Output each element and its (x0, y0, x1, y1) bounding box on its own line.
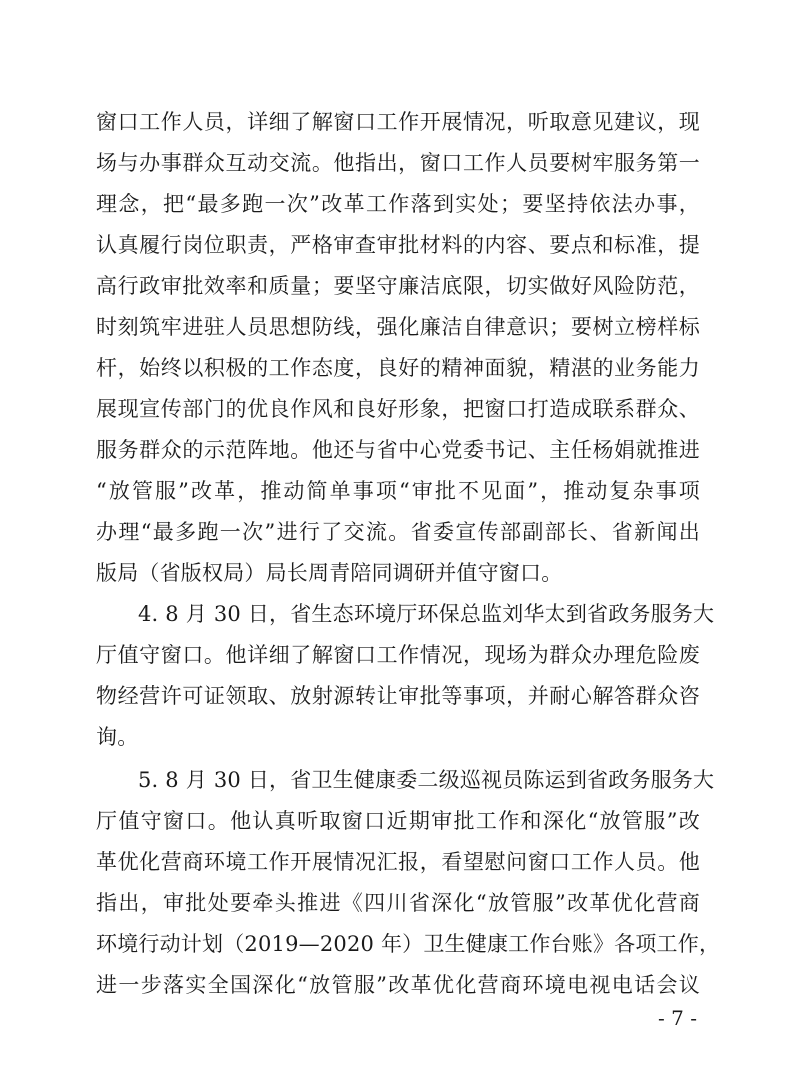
body-text-line: 物经营许可证领取、放射源转让审批等事项，并耐心解答群众咨 (96, 684, 700, 708)
body-text-line: 指出，审批处要牵头推进《四川省深化“放管服”改革优化营商 (96, 891, 700, 915)
body-text-line: 环境行动计划（2019—2020 年）卫生健康工作台账》各项工作， (96, 932, 721, 956)
body-text-line: 进一步落实全国深化“放管服”改革优化营商环境电视电话会议 (96, 973, 700, 997)
body-text-line: 版局（省版权局）局长周青陪同调研并值守窗口。 (96, 561, 563, 585)
body-text-line: 展现宣传部门的优良作风和良好形象，把窗口打造成联系群众、 (96, 397, 700, 421)
paragraph-5-first-line: 5. 8 月 30 日，省卫生健康委二级巡视员陈运到省政务服务大 (138, 768, 715, 792)
body-text-line: 高行政审批效率和质量；要坚守廉洁底限，切实做好风险防范， (96, 274, 700, 298)
body-text-line: 理念，把“最多跑一次”改革工作落到实处；要坚持依法办事， (96, 192, 700, 216)
body-text-line: 厅值守窗口。他认真听取窗口近期审批工作和深化“放管服”改 (96, 809, 700, 833)
body-text-line: 场与办事群众互动交流。他指出，窗口工作人员要树牢服务第一 (96, 151, 700, 175)
body-text-line: 时刻筑牢进驻人员思想防线，强化廉洁自律意识；要树立榜样标 (96, 315, 700, 339)
body-text-line: 办理“最多跑一次”进行了交流。省委宣传部副部长、省新闻出 (96, 520, 700, 544)
body-text-line: “放管服”改革，推动简单事项“审批不见面”，推动复杂事项 (96, 479, 700, 503)
body-text-line: 革优化营商环境工作开展情况汇报，看望慰问窗口工作人员。他 (96, 850, 700, 874)
body-text-line: 厅值守窗口。他详细了解窗口工作情况，现场为群众办理危险废 (96, 643, 700, 667)
body-text-line: 认真履行岗位职责，严格审查审批材料的内容、要点和标准，提 (96, 233, 700, 257)
paragraph-4-first-line: 4. 8 月 30 日，省生态环境厅环保总监刘华太到省政务服务大 (138, 602, 715, 626)
page-number: - 7 - (658, 1006, 697, 1030)
body-text-line: 询。 (96, 725, 139, 749)
body-text-line: 服务群众的示范阵地。他还与省中心党委书记、主任杨娟就推进 (96, 438, 700, 462)
body-text-line: 窗口工作人员，详细了解窗口工作开展情况，听取意见建议，现 (96, 110, 700, 134)
body-text-line: 杆，始终以积极的工作态度，良好的精神面貌，精湛的业务能力 (96, 356, 700, 380)
